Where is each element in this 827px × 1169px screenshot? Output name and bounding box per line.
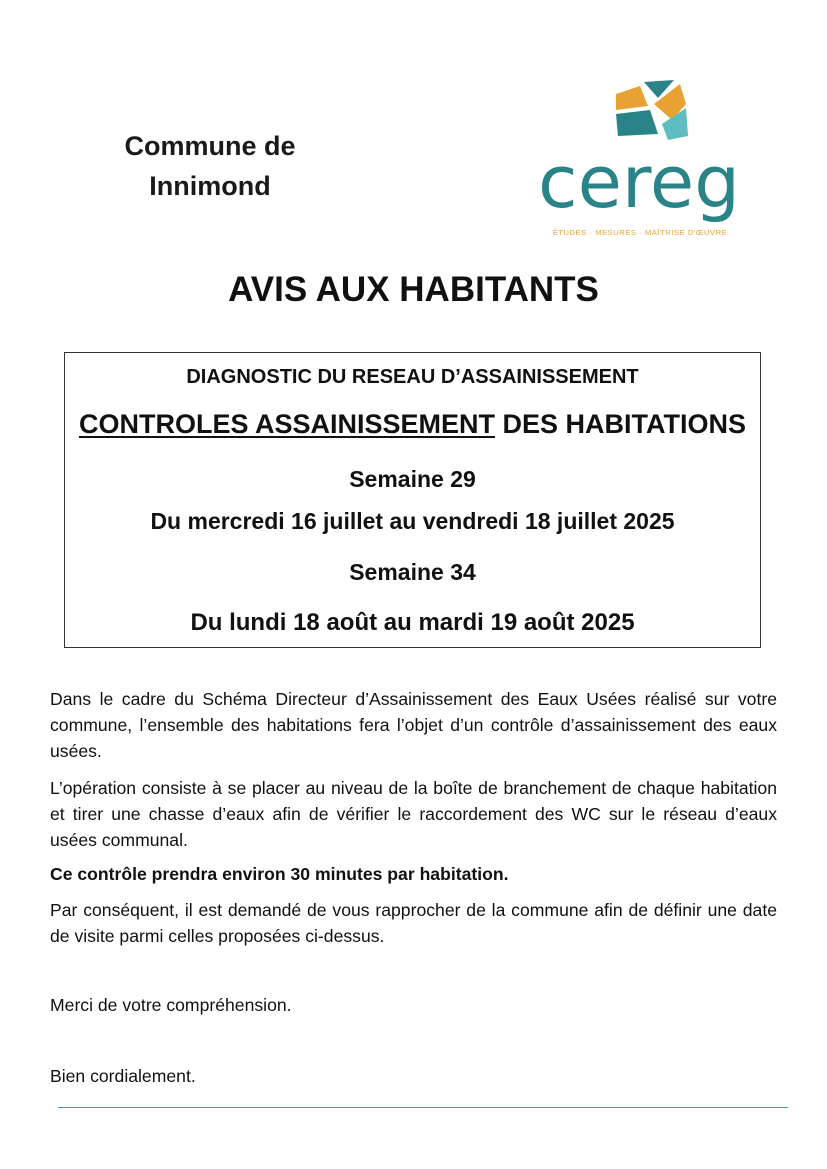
info-box xyxy=(64,352,761,648)
commune-line-1: Commune de xyxy=(124,131,296,161)
paragraph-duration: Ce contrôle prendra environ 30 minutes par habitation. xyxy=(50,864,509,884)
week-1-label: Semaine 29 xyxy=(349,466,476,492)
paragraph-request: Par conséquent, il est demandé de vous rapprocher de la commune afin de définir une date de visite parmi celles proposées ci-dessus. xyxy=(50,900,777,946)
paragraph-operation: L’opération consiste à se placer au niveau de la boîte de branchement de chaque habitation et tirer une chasse d’eaux afin de vérifier le raccordement des WC sur le réseau d’eaux usées communal. xyxy=(50,778,777,850)
paragraph-context: Dans le cadre du Schéma Directeur d’Assainissement des Eaux Usées réalisé sur votre commune, l’ensemble des habitations fera l’objet d’un contrôle d’assainissement des eaux usées. xyxy=(50,689,777,761)
commune-line-2: Innimond xyxy=(149,171,271,201)
cereg-logo-mark-icon xyxy=(614,80,690,142)
footer-divider xyxy=(58,1107,788,1108)
week-2-dates: Du lundi 18 août au mardi 19 août 2025 xyxy=(190,609,635,636)
paragraph-closing: Bien cordialement. xyxy=(50,1066,196,1086)
box-subheading xyxy=(65,409,760,440)
logo-wordmark: cereg xyxy=(538,140,740,224)
paragraph-thanks: Merci de votre compréhension. xyxy=(50,995,292,1015)
commune-name xyxy=(80,126,340,206)
page-title: AVIS AUX HABITANTS xyxy=(228,270,599,309)
logo-tagline: ÉTUDES · MESURES · MAÎTRISE D'ŒUVRE xyxy=(552,228,728,237)
week-2-label: Semaine 34 xyxy=(349,559,476,585)
box-subheading-underlined: CONTROLES ASSAINISSEMENT xyxy=(78,409,496,439)
box-heading: DIAGNOSTIC DU RESEAU D’ASSAINISSEMENT xyxy=(186,366,639,388)
cereg-logo xyxy=(538,80,778,245)
week-1-dates: Du mercredi 16 juillet au vendredi 18 juillet 2025 xyxy=(150,508,675,534)
box-subheading-rest: DES HABITATIONS xyxy=(495,409,747,439)
